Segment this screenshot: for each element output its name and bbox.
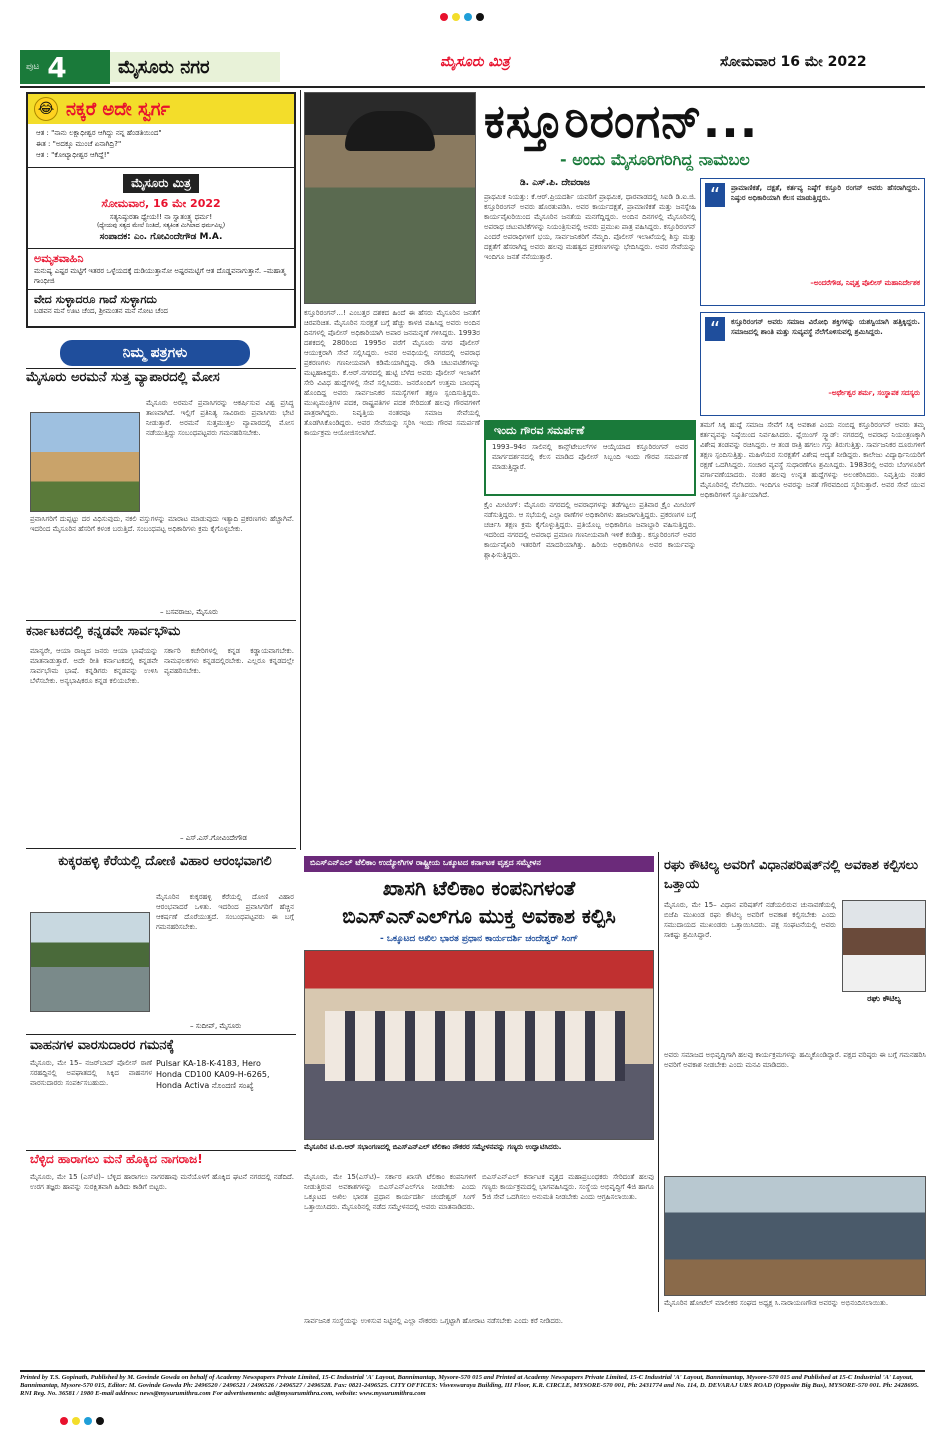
mini-masthead: ಮೈಸೂರು ಮಿತ್ರ — [123, 174, 199, 193]
registration-marks-bottom — [60, 1410, 920, 1420]
vehicles-body: ಮೈಸೂರು, ಮೇ 15– ನಜರ್‌ಬಾದ್ ಪೊಲೀಸ್ ಠಾಣೆ ಸರಹದ್ದಿನಲ್ಲಿ ಅಪಘಾತದಲ್ಲಿ ಸಿಕ್ಕಿದ ವಾಹನಗಳ ವಾರಸುದಾರರು ಸಂಪರ್ಕಿಸಬಹುದು. — [30, 1059, 152, 1087]
humor-line: ಈತ : "ಅದಕ್ಕೂ ಮುಂಚೆ ಏನಾಗಿದ್ರಿ?" — [36, 140, 122, 148]
quote-2-text: ಕಸ್ತೂರಿರಂಗನ್ ಅವರು ಸಮಾಜ ವಿರೋಧಿ ಶಕ್ತಿಗಳನ್ನು ಯಶಸ್ವಿಯಾಗಿ ಹತ್ತಿಕ್ಕಿದ್ದರು. ಸಮಾಜದಲ್ಲಿ ಶಾಂತಿ ಮತ್ತು ಸುವ್ಯವಸ್ಥೆ ನೆಲೆಗೊಳಿಸುವಲ್ಲಿ ಶ್ರಮಿಸಿದ್ದರು. — [731, 318, 920, 336]
kasturirangan-portrait — [304, 92, 476, 304]
quote-1-sign: –ಅಂದರೆಗೌಡ, ನಿವೃತ್ತ ಪೊಲೀಸ್ ಮಹಾನಿರ್ದೇಶಕ — [810, 279, 920, 287]
humor-header — [28, 94, 294, 124]
letter-2-signature: – ಎಸ್.ಎಸ್.ಗೋವಿಂದೇಗೌಡ — [180, 834, 247, 842]
main-subtitle: - ಅಂದು ಮೈಸೂರಿಗರಿಗಿದ್ದ ನಾಮಬಲ — [560, 150, 750, 169]
felicitation-group-photo — [664, 1176, 926, 1296]
vehicle-item: Honda CD100 KA09-H-6265, — [156, 1070, 270, 1079]
proverb-text: ಬಡವನ ಮನೆ ಊಟ ಚೆಂದ, ಶ್ರೀಮಂತನ ಮನೆ ನೋಟ ಚೆಂದ — [34, 307, 168, 315]
mysore-palace-photo — [30, 412, 140, 512]
letter-1-body: ಮೈಸೂರು ಅರಮನೆ ಪ್ರವಾಸಿಗರನ್ನು ಆಕರ್ಷಿಸುವ ವಿಶ್ವ ಪ್ರಸಿದ್ಧ ತಾಣವಾಗಿದೆ. ಇಲ್ಲಿಗೆ ಪ್ರತಿನಿತ್ಯ ಸಾವಿರಾರು ಪ್ರವಾಸಿಗರು ಭೇಟಿ ನೀಡುತ್ತಾರೆ. ಅರಮನೆ ಸುತ್ತಮುತ್ತಲ ವ್ಯಾಪಾರದಲ್ಲಿ ಮೋಸ ನಡೆಯುತ್ತಿದ್ದು ಸಂಬಂಧಪಟ್ಟವರು ಗಮನಹರಿಸಬೇಕು. — [146, 399, 294, 437]
cobra-title: ಬೆಳ್ಳಿದ ಹಾರಾಗಲು ಮನೆ ಹೊಕ್ಕಿದ ನಾಗರಾಜ! — [30, 1152, 203, 1166]
bottom-strip-left: ಸಾರ್ವಜನಿಕ ಸಂಸ್ಥೆಯನ್ನು ಉಳಿಸುವ ನಿಟ್ಟಿನಲ್ಲಿ ಎಲ್ಲಾ ನೌಕರರು ಒಗ್ಗಟ್ಟಾಗಿ ಹೋರಾಟ ನಡೆಸಬೇಕು ಎಂದು ಕರೆ ನೀಡಿದರು. — [304, 1317, 564, 1325]
honor-box-text: 1993–94ರ ಸಾಲಿನಲ್ಲಿ ಕಾನ್ಸ್‌ಟೇಬಲ್‌ಗಳ ಆಯ್ಕೆಯಾದ ಕಸ್ತೂರಿರಂಗನ್ ಅವರ ಮಾರ್ಗದರ್ಶನದಲ್ಲಿ ಕೆಲಸ ಮಾಡಿದ ಪೊಲೀಸ್ ಸಿಬ್ಬಂದಿ ಇಂದು ಗೌರವ ಸಮರ್ಪಣೆ ಮಾಡುತ್ತಿದ್ದಾರೆ. — [492, 443, 688, 471]
telecom-kicker: ಬಿಎಸ್ಎನ್ಎಲ್ ಟೆಲಿಕಾಂ ಉದ್ಯೋಗಿಗಳ ರಾಷ್ಟ್ರೀಯ ಒಕ್ಕೂಟದ ಕರ್ನಾಟಕ ವೃತ್ತದ ಸಮ್ಮೇಳನ — [304, 856, 654, 872]
police-cap-icon — [345, 111, 435, 151]
humor-title: ನಕ್ಕರೆ ಅದೇ ಸ್ವರ್ಗ — [66, 98, 170, 120]
page-number: 4 — [47, 50, 67, 84]
humor-box — [26, 92, 296, 328]
humor-line: ಆತ : "ಕೋಟ್ಯಾಧೀಶ್ವರ ಆಗಿದ್ದೆ!" — [36, 151, 110, 159]
raghu-photo-caption: ರಘು ಕೌಟಿಲ್ಯ — [867, 994, 901, 1003]
main-byline: ಡಿ. ಎಸ್.ಪಿ. ದೇವರಾಜ — [520, 178, 590, 188]
mini-editor: ಸಂಪಾದಕ: ಎಂ. ಗೋವಿಂದೇಗೌಡ M.A. — [99, 232, 223, 242]
raghu-photo-desc: ಮೈಸೂರಿನ ಹೋಟೆಲ್ ಮಾಲೀಕರ ಸಂಘದ ಅಧ್ಯಕ್ಷ ಸಿ.ನಾರಾಯಣಗೌಡ ಅವರನ್ನು ಅಭಿನಂದಿಸಲಾಯಿತು. — [664, 1299, 889, 1307]
vehicles-list — [156, 1058, 294, 1091]
telecom-title-2: ಬಿಎಸ್ಎನ್ಎಲ್‌ಗೂ ಮುಕ್ತ ಅವಕಾಶ ಕಲ್ಪಿಸಿ — [342, 904, 616, 928]
vehicles-title: ವಾಹನಗಳ ವಾರಸುದಾರರ ಗಮನಕ್ಕೆ — [30, 1038, 175, 1053]
raghu-kautilya-photo — [842, 900, 926, 992]
column-rule — [658, 852, 659, 1312]
main-article-col3: ತಮಗೆ ಸಿಕ್ಕ ಹುದ್ದೆ ಸಮಾಜ ಸೇವೆಗೆ ಸಿಕ್ಕ ಅವಕಾಶ ಎಂದು ನಂಬಿದ್ದ ಕಸ್ತೂರಿರಂಗನ್ ಅವರು ತಮ್ಮ ಕರ್ತವ್ಯವನ್ನು ನಿಷ್ಠೆಯಿಂದ ನಿರ್ವಹಿಸಿದರು. ಫ್ಲೆಯಿಂಗ್ ಸ್ಕ್ವಾಡ್: ನಗರದಲ್ಲಿ ಅಪರಾಧ ನಿಯಂತ್ರಣಕ್ಕಾಗಿ ವಿಶೇಷ ತಂಡವನ್ನು ರಚಿಸಿದ್ದರು. ಆ ತಂಡ ರಾತ್ರಿ ಹಗಲು ಗಸ್ತು ತಿರುಗುತ್ತಿತ್ತು. ಸಾರ್ವಜನಿಕರ ದೂರುಗಳಿಗೆ ತಕ್ಷಣ ಸ್ಪಂದಿಸುತ್ತಿತ್ತು. ಮಹಿಳೆಯರ ಸುರಕ್ಷತೆಗೆ ವಿಶೇಷ ಆದ್ಯತೆ ನೀಡಿದ್ದರು. ಕಾಲೇಜು ವಿದ್ಯಾರ್ಥಿನಿಯರಿಗೆ ರಕ್ಷಣೆ ಒದಗಿಸಿದ್ದರು. ಸಂಚಾರ ವ್ಯವಸ್ಥೆ ಸುಧಾರಣೆಗೂ ಶ್ರಮಿಸಿದ್ದರು. 1983ರಲ್ಲಿ ಅವರು ಬೆಂಗಳೂರಿಗೆ ವರ್ಗಾವಣೆಯಾದರು. ನಂತರ ಹಲವು ಉನ್ನತ ಹುದ್ದೆಗಳನ್ನು ಅಲಂಕರಿಸಿದರು. ನಿವೃತ್ತಿಯ ನಂತರ ಮೈಸೂರಿನಲ್ಲಿ ನೆಲೆಸಿದರು. ಇಂದಿಗೂ ಅವರನ್ನು ಜನತೆ ಗೌರವದಿಂದ ಸ್ಮರಿಸುತ್ತಾರೆ. ಅವರ ಸೇವೆ ಯುವ ಅಧಿಕಾರಿಗಳಿಗೆ ಸ್ಫೂರ್ತಿಯಾಗಿದೆ. — [700, 421, 925, 499]
letter-2-body-cont: ಸರ್ಕಾರಿ ಕಚೇರಿಗಳಲ್ಲಿ ಕನ್ನಡ ಕಡ್ಡಾಯವಾಗಬೇಕು. ನಾಮಫಲಕಗಳು ಕನ್ನಡದಲ್ಲಿರಬೇಕು. ಎಲ್ಲರೂ ಕನ್ನಡದಲ್ಲೇ ವ್ಯವಹರಿಸಬೇಕು. — [164, 647, 294, 675]
main-article-col2: ಕ್ರೈಂ ಮೀಟಿಂಗ್: ಮೈಸೂರು ನಗರದಲ್ಲಿ ಅಪರಾಧಗಳನ್ನು ತಡೆಗಟ್ಟಲು ಪ್ರತಿವಾರ ಕ್ರೈಂ ಮೀಟಿಂಗ್ ನಡೆಸುತ್ತಿದ್ದರು. ಆ ಸಭೆಯಲ್ಲಿ ಎಲ್ಲಾ ಠಾಣೆಗಳ ಅಧಿಕಾರಿಗಳು ಹಾಜರಾಗುತ್ತಿದ್ದರು. ಪ್ರಕರಣಗಳ ಬಗ್ಗೆ ಚರ್ಚಿಸಿ ತಕ್ಷಣ ಕ್ರಮ ಕೈಗೊಳ್ಳುತ್ತಿದ್ದರು. ಪ್ರತಿಯೊಬ್ಬ ಅಧಿಕಾರಿಗೂ ಜವಾಬ್ದಾರಿ ವಹಿಸುತ್ತಿದ್ದರು. ಇದರಿಂದ ನಗರದಲ್ಲಿ ಅಪರಾಧ ಪ್ರಮಾಣ ಗಣನೀಯವಾಗಿ ಇಳಿಕೆ ಕಂಡಿತ್ತು. ಕಸ್ತೂರಿರಂಗನ್ ಅವರ ಕಾರ್ಯವೈಖರಿ ಇತರರಿಗೆ ಮಾದರಿಯಾಗಿತ್ತು. ಹಿರಿಯ ಅಧಿಕಾರಿಗಳೂ ಅವರ ಕಾರ್ಯವನ್ನು ಶ್ಲಾಘಿಸುತ್ತಿದ್ದರು. — [484, 501, 696, 559]
letters-banner: ನಿಮ್ಮ ಪತ್ರಗಳು — [60, 340, 250, 366]
kukkarahalli-body: ಮೈಸೂರಿನ ಕುಕ್ಕರಹಳ್ಳಿ ಕೆರೆಯಲ್ಲಿ ದೋಣಿ ವಿಹಾರ ಆರಂಭವಾದರೆ ಒಳಿತು. ಇದರಿಂದ ಪ್ರವಾಸಿಗರಿಗೆ ಹೆಚ್ಚಿನ ಆಕರ್ಷಣೆ ದೊರೆಯುತ್ತದೆ. ಸಂಬಂಧಪಟ್ಟವರು ಈ ಬಗ್ಗೆ ಗಮನಹರಿಸಬೇಕು. — [156, 893, 294, 931]
letter-2-title: ಕರ್ನಾಟಕದಲ್ಲಿ ಕನ್ನಡವೇ ಸಾರ್ವಭೌಮ — [26, 624, 181, 639]
main-article-col1: ಪ್ರಾಥಮಿಕ ನಿಯತ್ತು: ಕೆ.ಆರ್.ಪ್ರಿಯದರ್ಶಿ ಯವರಿಗೆ ಪ್ರಾಥಮಿಕ, ಧಾರವಾಡದಲ್ಲಿ ಸಿಐಡಿ ಡಿ.ಐ.ಜಿ. ಕಸ್ತೂರಿರಂಗನ್ ಅವರು ಹೊರತುಪಡಿಸಿ. ಅವರ ಕಾರ್ಯದಕ್ಷತೆ, ಪ್ರಾಮಾಣಿಕತೆ ಮತ್ತು ಜನಸ್ನೇಹಿ ಕಾರ್ಯವೈಖರಿಯಿಂದ ಮೈಸೂರಿನ ಜನತೆಯ ಮನಗೆದ್ದಿದ್ದರು. ಅಂದಿನ ದಿನಗಳಲ್ಲಿ ಮೈಸೂರಿನಲ್ಲಿ ಅಪರಾಧ ಚಟುವಟಿಕೆಗಳನ್ನು ನಿಯಂತ್ರಿಸುವಲ್ಲಿ ಅವರು ಪ್ರಮುಖ ಪಾತ್ರ ವಹಿಸಿದ್ದರು. ಕಸ್ತೂರಿರಂಗನ್ ಎಂದರೆ ಅಪರಾಧಿಗಳಿಗೆ ಭಯ, ಸಾರ್ವಜನಿಕರಿಗೆ ನೆಮ್ಮದಿ. ಪೊಲೀಸ್ ಇಲಾಖೆಯಲ್ಲಿ ಶಿಸ್ತು ಮತ್ತು ದಕ್ಷತೆಗೆ ಹೆಸರಾಗಿದ್ದ ಅವರು ಹಲವು ಮಹತ್ವದ ಪ್ರಕರಣಗಳನ್ನು ಭೇದಿಸಿದ್ದರು. ಅವರ ಸೇವೆಯನ್ನು ಇಂದಿಗೂ ಜನತೆ ನೆನೆಯುತ್ತಾರೆ. — [484, 193, 696, 261]
telecom-subtitle: - ಒಕ್ಕೂಟದ ಅಖಿಲ ಭಾರತ ಪ್ರಧಾನ ಕಾರ್ಯದರ್ಶಿ ಚಂದೇಶ್ವರ್ ಸಿಂಗ್ — [379, 934, 579, 944]
raghu-body-1: ಮೈಸೂರು, ಮೇ 15– ವಿಧಾನ ಪರಿಷತ್‌ಗೆ ನಡೆಯಲಿರುವ ಚುನಾವಣೆಯಲ್ಲಿ ಬಿಜೆಪಿ ಮುಖಂಡ ರಘು ಕೌಟಿಲ್ಯ ಅವರಿಗೆ ಅವಕಾಶ ಕಲ್ಪಿಸಬೇಕು ಎಂದು ಸಮುದಾಯದ ಮುಖಂಡರು ಒತ್ತಾಯಿಸಿದರು. ಪಕ್ಷ ಸಂಘಟನೆಯಲ್ಲಿ ಅವರು ಸಾಕಷ್ಟು ಶ್ರಮಿಸಿದ್ದಾರೆ. — [664, 901, 836, 939]
divider — [26, 1150, 296, 1151]
quote-box-1 — [700, 178, 925, 306]
raghu-title: ರಘು ಕೌಟಿಲ್ಯ ಅವರಿಗೆ ವಿಧಾನಪರಿಷತ್‌ನಲ್ಲಿ ಅವಕಾಶ ಕಲ್ಪಿಸಲು ಒತ್ತಾಯ — [664, 858, 918, 892]
divider — [26, 620, 296, 621]
header-date: ಸೋಮವಾರ 16 ಮೇ 2022 — [720, 54, 867, 70]
mini-tagline-2: (ಧ್ಯೇಯವು ಸತ್ಯದ ಮೇಲೆ ನಿಂತಿದೆ, ಸತ್ಯಕಿಂತ ಮಿಗಿಲಾದ ಧರ್ಮವಿಲ್ಲ) — [96, 222, 226, 229]
telecom-body-2: ಬಿಎಸ್ಎನ್ಎಲ್ ಕರ್ನಾಟಕ ವೃತ್ತದ ಮಹಾಪ್ರಬಂಧಕರು ಸೇರಿದಂತೆ ಹಲವು ಗಣ್ಯರು ಕಾರ್ಯಕ್ರಮದಲ್ಲಿ ಭಾಗವಹಿಸಿದ್ದರು. ಸಂಸ್ಥೆಯ ಅಭಿವೃದ್ಧಿಗೆ 4ಜಿ ಹಾಗೂ 5ಜಿ ಸೇವೆ ಒದಗಿಸಲು ಅನುಮತಿ ನೀಡಬೇಕು ಎಂದು ಆಗ್ರಹಿಸಲಾಯಿತು. — [482, 1173, 654, 1201]
amrutavahini-text: ಮನುಷ್ಯ ಎಷ್ಟರ ಮಟ್ಟಿಗೆ ಇತರರ ಒಳ್ಳೆಯದಕ್ಕೆ ದುಡಿಯುತ್ತಾನೋ ಅಷ್ಟರಮಟ್ಟಿಗೆ ಆತ ದೊಡ್ಡವನಾಗುತ್ತಾನೆ. –ಮಹಾತ್ಮ ಗಾಂಧೀಜಿ — [34, 267, 286, 285]
quote-box-2 — [700, 312, 925, 416]
letter-2-body: ಮಾನ್ಯರೇ, ಆಯಾ ರಾಜ್ಯದ ಜನರು ಆಯಾ ಭಾಷೆಯನ್ನು ಮಾತನಾಡುತ್ತಾರೆ. ಅದೇ ರೀತಿ ಕರ್ನಾಟಕದಲ್ಲಿ ಕನ್ನಡವೇ ಸಾರ್ವಭೌಮ ಭಾಷೆ. ಕನ್ನಡಿಗರು ಕನ್ನಡವನ್ನು ಉಳಿಸಿ ಬೆಳೆಸಬೇಕು. ಅನ್ಯಭಾಷಿಕರೂ ಕನ್ನಡ ಕಲಿಯಬೇಕು. — [30, 647, 158, 685]
amrutavahini-title: ಅಮೃತವಾಹಿನಿ — [34, 252, 84, 265]
honor-box-title: ಇಂದು ಗೌರವ ಸಮರ್ಪಣೆ — [486, 422, 694, 440]
conference-group-photo — [304, 950, 654, 1140]
telecom-body-1: ಮೈಸೂರು, ಮೇ 15(ಎಸ್‌ಟಿ)– ಸರ್ಕಾರ ಖಾಸಗಿ ಟೆಲಿಕಾಂ ಕಂಪನಿಗಳಿಗೆ ನೀಡುತ್ತಿರುವ ಅವಕಾಶಗಳನ್ನು ಬಿಎಸ್ಎನ್ಎಲ್‌ಗೂ ನೀಡಬೇಕು ಎಂದು ಒಕ್ಕೂಟದ ಅಖಿಲ ಭಾರತ ಪ್ರಧಾನ ಕಾರ್ಯದರ್ಶಿ ಚಂದೇಶ್ವರ್ ಸಿಂಗ್ ಒತ್ತಾಯಿಸಿದರು. ಮೈಸೂರಿನಲ್ಲಿ ನಡೆದ ಸಮ್ಮೇಳನದಲ್ಲಿ ಅವರು ಮಾತನಾಡಿದರು. — [304, 1173, 476, 1211]
quote-icon: “ — [705, 317, 725, 341]
telecom-caption: ಮೈಸೂರಿನ ಟಿ.ಬಿ.ಆರ್ ಸಭಾಂಗಣದಲ್ಲಿ ಬಿಎಸ್ಎನ್ಎಲ್ ಟೆಲಿಕಾಂ ನೌಕರರ ಸಮ್ಮೇಳನವನ್ನು ಗಣ್ಯರು ಉದ್ಘಾಟಿಸಿದರು. — [304, 1143, 562, 1151]
page-number-badge — [20, 50, 110, 84]
honor-box — [484, 420, 696, 496]
letter-1-title: ಮೈಸೂರು ಅರಮನೆ ಸುತ್ತ ವ್ಯಾಪಾರದಲ್ಲಿ ಮೋಸ — [26, 370, 220, 385]
registration-marks-top — [440, 6, 530, 16]
column-rule — [300, 90, 301, 850]
divider — [26, 848, 296, 849]
lake-boats-photo — [30, 912, 150, 1012]
quote-1-text: ಪ್ರಾಮಾಣಿಕತೆ, ದಕ್ಷತೆ, ಕರ್ತವ್ಯ ನಿಷ್ಠೆಗೆ ಕಸ್ತೂರಿ ರಂಗನ್ ಅವರು ಹೆಸರಾಗಿದ್ದರು. ನಿಷ್ಠುರ ಅಧಿಕಾರಿಯಾಗಿ ಕೆಲಸ ಮಾಡುತ್ತಿದ್ದರು. — [731, 184, 920, 202]
proverb-title: ವೇದ ಸುಳ್ಳಾದರೂ ಗಾದೆ ಸುಳ್ಳಾಗದು — [34, 293, 157, 306]
kukkarahalli-title: ಕುಕ್ಕರಹಳ್ಳಿ ಕೆರೆಯಲ್ಲಿ ದೋಣಿ ವಿಹಾರ ಆರಂಭವಾಗಲಿ — [58, 854, 272, 869]
letter-1-body-cont: ಪ್ರವಾಸಿಗರಿಗೆ ದುಪ್ಪಟ್ಟು ದರ ವಿಧಿಸುವುದು, ನಕಲಿ ವಸ್ತುಗಳನ್ನು ಮಾರಾಟ ಮಾಡುವುದು ಇತ್ಯಾದಿ ಪ್ರಕರಣಗಳು ಹೆಚ್ಚಾಗಿವೆ. ಇದರಿಂದ ಮೈಸೂರಿನ ಹೆಸರಿಗೆ ಕಳಂಕ ಬರುತ್ತಿದೆ. ಸಂಬಂಧಪಟ್ಟ ಅಧಿಕಾರಿಗಳು ಕ್ರಮ ಕೈಗೊಳ್ಳಬೇಕು. — [30, 515, 294, 533]
divider — [26, 368, 296, 369]
header-masthead: ಮೈಸೂರು ಮಿತ್ರ — [440, 54, 510, 70]
footer-rule — [20, 1370, 925, 1372]
vehicle-item: Pulsar KA-18-K-4183, Hero — [156, 1059, 261, 1068]
humor-line: ಆತ : "ನಾನು ಲಕ್ಷಾಧೀಶ್ವರ ಆಗಿದ್ದು ನನ್ನ ಹೆಂಡತಿಯಿಂದ" — [36, 129, 162, 137]
page-label: ಪುಟ — [26, 62, 40, 72]
mini-date: ಸೋಮವಾರ, 16 ಮೇ 2022 — [101, 197, 221, 210]
kukkarahalli-signature: – ಸುದೀಪ್, ಮೈಸೂರು — [190, 1022, 242, 1030]
laughing-face-icon: 😂 — [34, 97, 58, 121]
section-title: ಮೈಸೂರು ನಗರ — [110, 52, 280, 82]
raghu-body-2: ಅವರು ಸಮಾಜದ ಅಭಿವೃದ್ಧಿಗಾಗಿ ಹಲವು ಕಾರ್ಯಕ್ರಮಗಳನ್ನು ಹಮ್ಮಿಕೊಂಡಿದ್ದಾರೆ. ಪಕ್ಷದ ವರಿಷ್ಠರು ಈ ಬಗ್ಗೆ ಗಮನಹರಿಸಿ ಅವರಿಗೆ ಅವಕಾಶ ನೀಡಬೇಕು ಎಂದು ಮನವಿ ಮಾಡಿದರು. — [664, 1051, 926, 1069]
main-headline: ಕಸ್ತೂರಿರಂಗನ್... — [484, 94, 759, 148]
vehicle-item: Honda Activa ನೊಂದಣಿ ಸಂಖ್ಯೆ — [156, 1081, 254, 1090]
divider — [26, 1034, 296, 1035]
quote-icon: “ — [705, 183, 725, 207]
main-article-col0: ಕಸ್ತೂರಿರಂಗನ್...! ಎಂಬತ್ತರ ದಶಕದ ಹಿಂದೆ ಈ ಹೆಸರು ಮೈಸೂರಿನ ಜನತೆಗೆ ಚಿರಪರಿಚಿತ. ಮೈಸೂರಿನ ಸುರಕ್ಷತೆ ಬಗ್ಗೆ ಹೆಚ್ಚು ಕಾಳಜಿ ವಹಿಸಿದ್ದ ಅವರು ಅಂದಿನ ದಿನಗಳಲ್ಲಿ ಪೊಲೀಸ್ ಅಧಿಕಾರಿಯಾಗಿ ಅಪಾರ ಜನಮನ್ನಣೆ ಗಳಿಸಿದ್ದರು. 1993ರ ದಶಕದಲ್ಲಿ 280ರಿಂದ 1995ರ ವರೆಗೆ ಮೈಸೂರು ನಗರ ಪೊಲೀಸ್ ಆಯುಕ್ತರಾಗಿ ಸೇವೆ ಸಲ್ಲಿಸಿದ್ದರು. ಅವರ ಅವಧಿಯಲ್ಲಿ ನಗರದಲ್ಲಿ ಅಪರಾಧ ಪ್ರಕರಣಗಳು ಗಣನೀಯವಾಗಿ ಕಡಿಮೆಯಾಗಿದ್ದವು. ರೌಡಿ ಚಟುವಟಿಕೆಗಳನ್ನು ಮಟ್ಟಹಾಕಿದ್ದರು. ಕೆ.ಆರ್.ನಗರದಲ್ಲಿ ಹುಟ್ಟಿ ಬೆಳೆದ ಅವರು ಪೊಲೀಸ್ ಇಲಾಖೆಗೆ ಸೇರಿ ವಿವಿಧ ಹುದ್ದೆಗಳಲ್ಲಿ ಸೇವೆ ಸಲ್ಲಿಸಿದರು. ಜನರೊಂದಿಗೆ ಉತ್ತಮ ಬಾಂಧವ್ಯ ಹೊಂದಿದ್ದ ಅವರು ಸಾರ್ವಜನಿಕರ ಸಮಸ್ಯೆಗಳಿಗೆ ತಕ್ಷಣ ಸ್ಪಂದಿಸುತ್ತಿದ್ದರು. ಮುಖ್ಯಮಂತ್ರಿಗಳ ಪದಕ, ರಾಷ್ಟ್ರಪತಿಗಳ ಪದಕ ಸೇರಿದಂತೆ ಹಲವು ಗೌರವಗಳಿಗೆ ಪಾತ್ರರಾಗಿದ್ದರು. ನಿವೃತ್ತಿಯ ನಂತರವೂ ಸಮಾಜ ಸೇವೆಯಲ್ಲಿ ತೊಡಗಿಸಿಕೊಂಡಿದ್ದರು. ಅವರ ಸೇವೆಯನ್ನು ಸ್ಮರಿಸಿ ಇಂದು ಗೌರವ ಸಮರ್ಪಣೆ ಕಾರ್ಯಕ್ರಮ ಆಯೋಜಿಸಲಾಗಿದೆ. — [304, 309, 480, 437]
letter-1-signature: – ಬಸವರಾಜು, ಮೈಸೂರು — [160, 608, 219, 616]
imprint-text: Printed by T.S. Gopinath, Published by M. Govinde Gowda on behalf of Academy Newspapers Private Limited, 15-C Industrial 'A' Layout, Bannimantap, Mysore-570 015 and Printed at Academy Newspapers Private Limited, 15-C Industrial 'A' Layout, Bannimantap, Mysore-570 015 and Published at 15-C Industrial 'A' Layout, Bannimantap, Mysore-570 015, Editor: M. Govinde Gowda Ph: 2496520 / 2496521 / 2496526 / 2496527 / 2496528. Fax: 0821-2496525. CITY OFFICES: Visveswaraya Building, III Floor, K.R. CIRCLE, MYSORE-570 001, Ph: 2431774 and No. 114, D. DEVARAJ URS ROAD (Opposite Big Bus), MYSORE-570 001. Ph: 2428695. RNI Reg. No. 36581 / 1980 E-mail address: news@mysurumithra.com For advertisements: ad@mysurumithra.com, website: www.mysurumithra.com — [20, 1374, 919, 1398]
quote-2-sign: –ಅರ್ಥೇಶ್ವರ ಶರ್ಮ, ಸಂಸ್ಥಾಪಕ ಸದಸ್ಯರು — [828, 389, 920, 397]
cobra-body: ಮೈಸೂರು, ಮೇ 15 (ಎಸ್‌ಟಿ)– ಬೆಳ್ಳಿದ ಹಾರಾಗಲು ನಾಗರಹಾವು ಮನೆಯೊಳಗೆ ಹೊಕ್ಕಿದ ಘಟನೆ ನಗರದಲ್ಲಿ ನಡೆದಿದೆ. ಉರಗ ತಜ್ಞರು ಹಾವನ್ನು ಸುರಕ್ಷಿತವಾಗಿ ಹಿಡಿದು ಕಾಡಿಗೆ ಬಿಟ್ಟರು. — [30, 1173, 294, 1191]
mini-tagline: ಸತ್ಯನಿಷ್ಠುರತಾ ಧ್ಯೇಯ!! ನಾ ಸ್ವಾತಂತ್ರ್ಯ ಧರ್ಮ! — [109, 213, 213, 221]
header-rule — [20, 86, 925, 88]
telecom-title-1: ಖಾಸಗಿ ಟೆಲಿಕಾಂ ಕಂಪನಿಗಳಂತೆ — [382, 876, 576, 900]
